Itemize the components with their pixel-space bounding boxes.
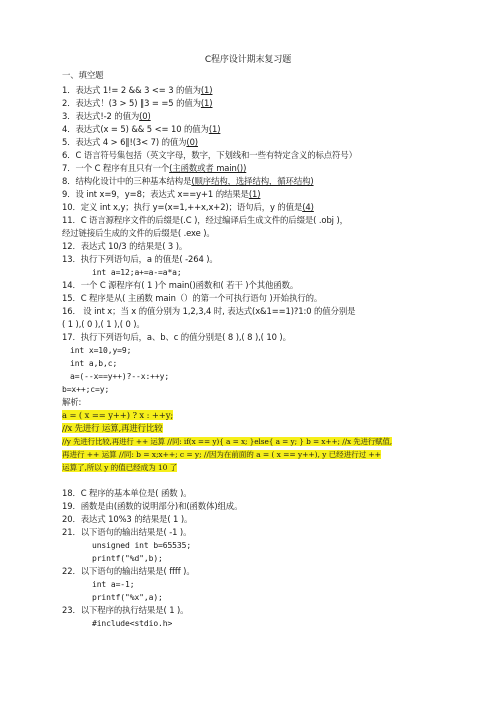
code-line: b=x++;c=y; [62, 385, 110, 394]
question-18: 18．C 程序的基本单位是( 函数 )。 [62, 488, 192, 498]
question-23: 23．以下程序的执行结果是( 1 )。 [62, 605, 189, 615]
answer-9: (1) [248, 189, 261, 199]
question-21: 21．以下语句的输出结果是( -1 )。 [62, 527, 192, 537]
answer-7: (主函数或者 main()) [169, 163, 247, 173]
highlighted-note: 运算了,所以 y 的值已经成为 10 了 [62, 463, 178, 472]
code-line: #include<stdio.h> [92, 619, 173, 628]
code-line: unsigned int b=65535; [92, 541, 192, 550]
question-11-cont: 经过链接后生成的文件的后缀是( .exe )。 [62, 228, 215, 238]
question-14: 14．一个 C 源程序有( 1 )个 main()函数和( 若干 )个其他函数。 [62, 280, 299, 290]
highlighted-note: //y 先进行比较,再进行 ++ 运算 //同: if(x == y){ a = x; }else{ a = y; } b = x++; //x 先进行赋值, [62, 437, 392, 446]
code-line: int x=10,y=9; [70, 346, 132, 355]
answer-3: (0) [139, 111, 151, 121]
question-11: 11．C 语言源程序文件的后缀是(.C )，经过编译后生成文件的后缀是( .obj )， [62, 215, 348, 225]
answer-8: (顺序结构，选择结构，循环结构) [191, 176, 314, 186]
question-19: 19．函数是由(函数的说明部分)和(函数体)组成。 [62, 501, 243, 511]
question-12: 12．表达式 10/3 的结果是( 3 )。 [62, 241, 188, 251]
highlighted-note: a = ( x == y++) ? x : ++y; [62, 410, 174, 420]
code-line: int a=12;a+=a-=a*a; [92, 268, 182, 277]
question-22: 22．以下语句的输出结果是( ffff )。 [62, 566, 195, 576]
code-line: a=(--x==y++)?--x:++y; [70, 372, 170, 381]
question-6: 6．C 语言符号集包括（英文字母，数字，下划线和一些有特定含义的标点符号） [62, 150, 357, 160]
question-1: 1．表达式 1!= 2 && 3 <= 3 的值为(1) [62, 85, 213, 95]
code-line: printf("%x",a); [92, 593, 163, 602]
question-17: 17．执行下列语句后，a、b、c 的值分别是( 8 ),( 8 ),( 10 )。 [62, 332, 291, 342]
question-3: 3．表达式!-2 的值为(0) [62, 111, 151, 121]
answer-1: (1) [200, 85, 213, 95]
question-16-cont: ( 1 ),( 0 ),( 1 ),( 0 )。 [62, 319, 145, 329]
code-line: int a,b,c; [70, 359, 118, 368]
answer-5: (0) [186, 137, 198, 147]
code-line: int a=-1; [92, 580, 135, 589]
section-heading: 一、填空题 [62, 70, 104, 80]
question-20: 20．表达式 10%3 的结果是( 1 )。 [62, 514, 193, 524]
question-5: 5．表达式 4 > 6‖!(3< 7) 的值为(0) [62, 137, 198, 147]
question-13: 13．执行下列语句后，a 的值是( -264 )。 [62, 254, 218, 264]
question-2: 2．表达式！(3 > 5) ‖3 = =5 的值为(1) [62, 98, 213, 108]
answer-2: (1) [200, 98, 213, 108]
question-16: 16． 设 int x；当 x 的值分别为 1,2,3,4 时, 表达式(x&1==1)?1:0 的值分别是 [62, 306, 356, 316]
answer-10: (4) [302, 202, 314, 212]
code-line: printf("%d",b); [92, 554, 163, 563]
question-9: 9．设 int x=9，y=8；表达式 x==y+1 的结果是(1) [62, 189, 261, 199]
question-7: 7．一个 C 程序有且只有一个(主函数或者 main()) [62, 163, 247, 173]
highlighted-note: //x 先进行 运算,再进行比较 [62, 423, 163, 433]
analysis-label: 解析: [62, 397, 82, 407]
question-4: 4．表达式(x = 5) && 5 <= 10 的值为(1) [62, 124, 221, 134]
answer-4: (1) [208, 124, 221, 134]
highlighted-note: 再进行 ++ 运算 //同: b = x;x++; c = y; //因为在前面的 a = ( x == y++), y 已经进行过 ++ [62, 450, 381, 459]
document-title: C程序设计期末复习题 [204, 55, 292, 65]
question-8: 8．结构化设计中的三种基本结构是(顺序结构，选择结构，循环结构) [62, 176, 314, 186]
question-10: 10．定义 int x,y；执行 y=(x=1,++x,x+2)；语句后，y 的值是(4) [62, 202, 314, 212]
question-15: 15．C 程序是从( 主函数 main（）的第一个可执行语句 )开始执行的。 [62, 293, 323, 303]
